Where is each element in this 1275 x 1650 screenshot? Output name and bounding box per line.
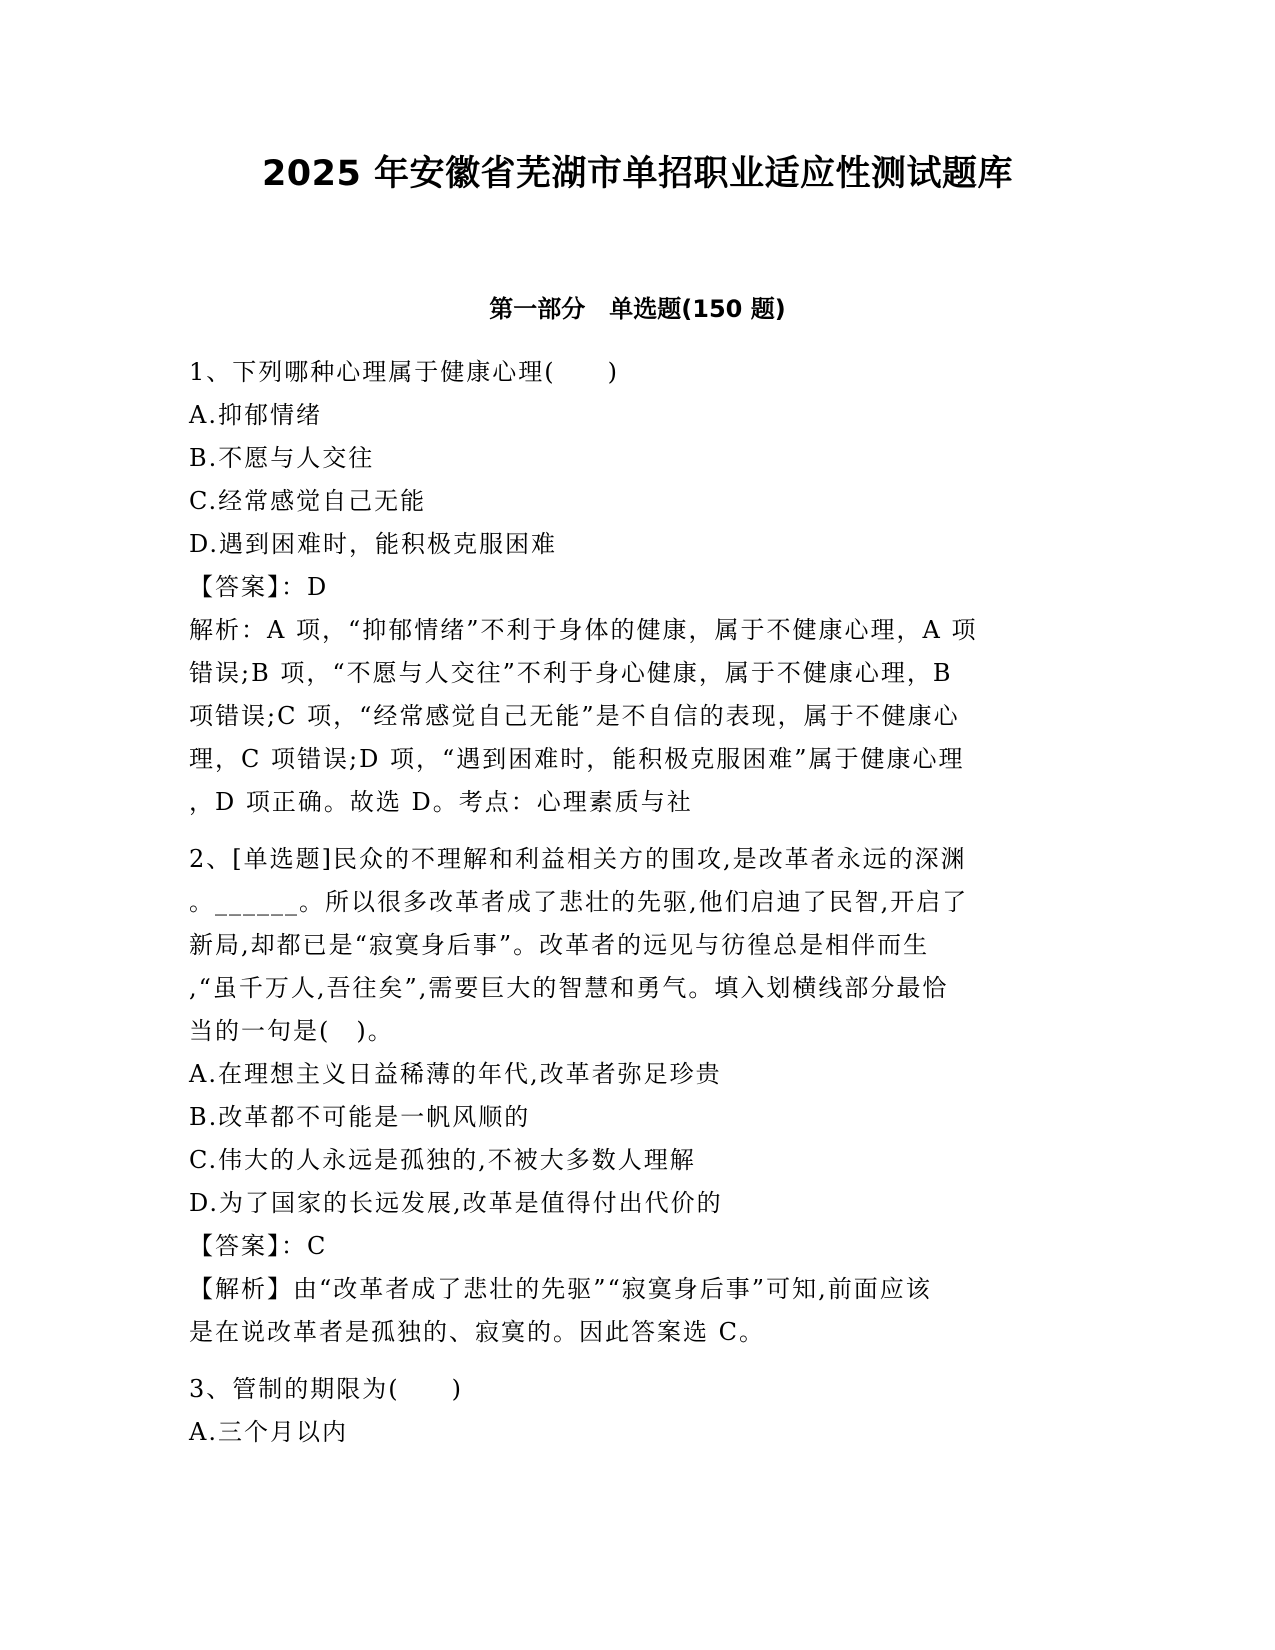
question-text: 3、管制的期限为( ) xyxy=(189,1375,463,1403)
answer: 【答案】：C xyxy=(189,1232,328,1260)
question-text: 2、[单选题]民众的不理解和利益相关方的围攻,是改革者永远的深渊 xyxy=(189,845,967,873)
question-text: ,“虽千万人,吾往矣”,需要巨大的智慧和勇气。填入划横线部分最恰 xyxy=(189,974,949,1002)
question-text: 。______。所以很多改革者成了悲壮的先驱,他们启迪了民智,开启了 xyxy=(189,888,969,916)
option-b: B.改革都不可能是一帆风顺的 xyxy=(189,1103,531,1131)
question-3 xyxy=(189,1368,1079,1454)
option-d: D.遇到困难时，能积极克服困难 xyxy=(189,530,558,558)
explanation-line: ，D 项正确。故选 D。考点：心理素质与社 xyxy=(189,788,693,816)
document-title: 2025 年安徽省芜湖市单招职业适应性测试题库 xyxy=(261,154,1014,194)
option-a: A.三个月以内 xyxy=(189,1418,348,1446)
question-text: 新局,却都已是“寂寞身后事”。改革者的远见与彷徨总是相伴而生 xyxy=(189,931,930,959)
question-1 xyxy=(189,351,1079,824)
explanation-line: 【解析】由“改革者成了悲壮的先驱”“寂寞身后事”可知,前面应该 xyxy=(189,1275,932,1303)
explanation-line: 理，C 项错误;D 项，“遇到困难时，能积极克服困难”属于健康心理 xyxy=(189,745,965,773)
explanation-line: 解析：A 项，“抑郁情绪”不利于身体的健康，属于不健康心理，A 项 xyxy=(189,616,978,644)
option-b: B.不愿与人交往 xyxy=(189,444,375,472)
question-list xyxy=(189,351,1079,1454)
option-c: C.经常感觉自己无能 xyxy=(189,487,427,515)
option-a: A.抑郁情绪 xyxy=(189,401,322,429)
option-a: A.在理想主义日益稀薄的年代,改革者弥足珍贵 xyxy=(189,1060,722,1088)
section-heading: 第一部分 单选题(150 题) xyxy=(489,295,786,323)
question-2 xyxy=(189,838,1079,1354)
question-text: 当的一句是( )。 xyxy=(189,1017,394,1045)
explanation-line: 错误;B 项，“不愿与人交往”不利于身心健康，属于不健康心理，B xyxy=(189,659,953,687)
explanation-line: 是在说改革者是孤独的、寂寞的。因此答案选 C。 xyxy=(189,1318,765,1346)
explanation-line: 项错误;C 项，“经常感觉自己无能”是不自信的表现，属于不健康心 xyxy=(189,702,960,730)
option-d: D.为了国家的长远发展,改革是值得付出代价的 xyxy=(189,1189,723,1217)
answer: 【答案】：D xyxy=(189,573,329,601)
question-text: 1、下列哪种心理属于健康心理( ) xyxy=(189,358,619,386)
option-c: C.伟大的人永远是孤独的,不被大多数人理解 xyxy=(189,1146,696,1174)
